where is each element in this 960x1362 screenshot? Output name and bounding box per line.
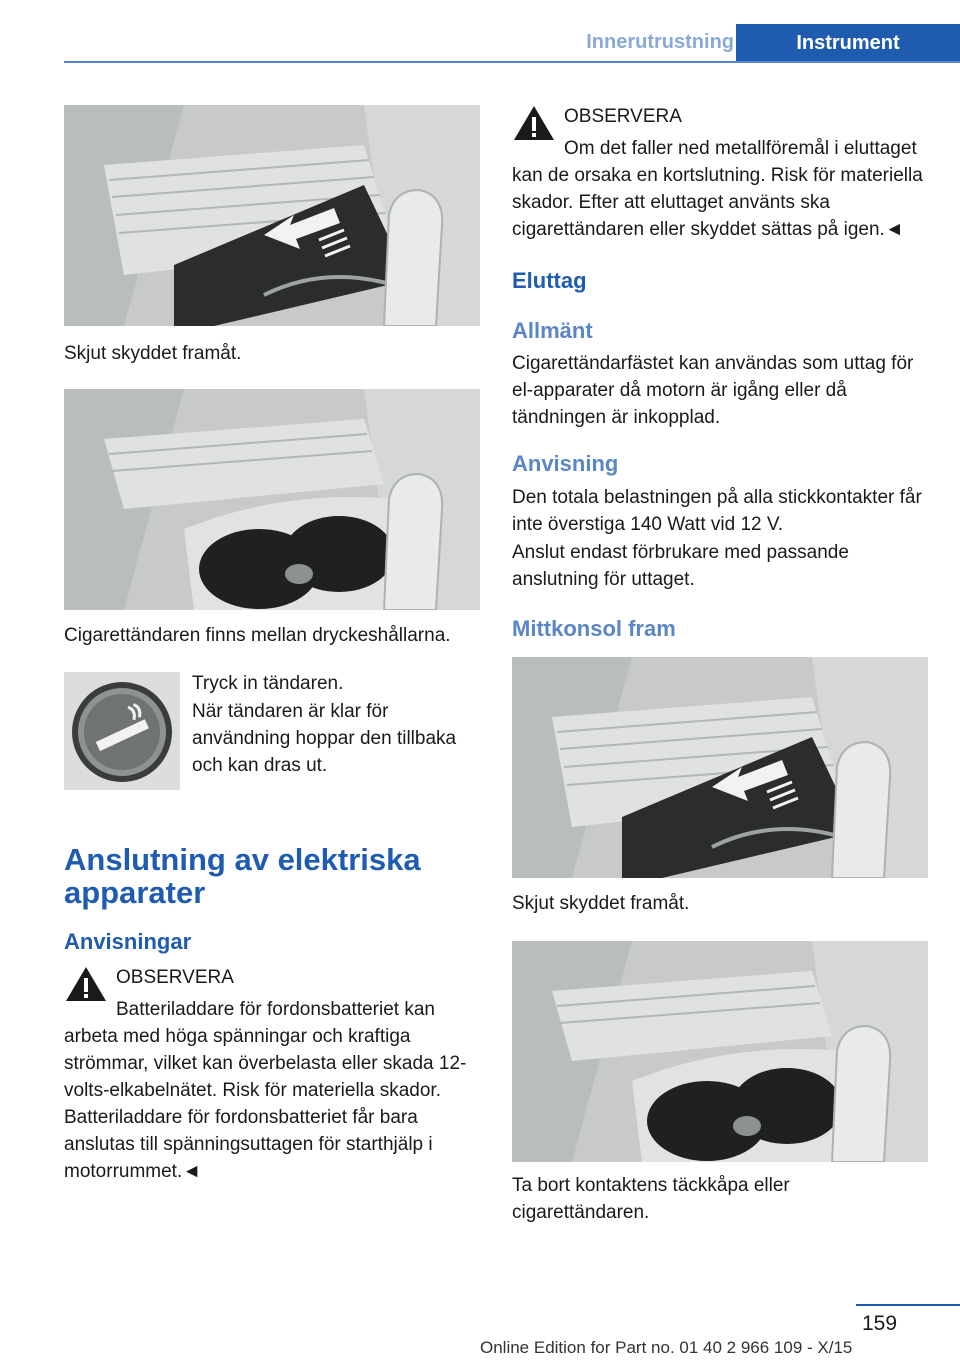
cigarette-lighter-icon [64, 672, 180, 790]
lighter-instruction-2: När tändaren är klar för användning hoppar den tillbaka och kan dras ut. [192, 701, 457, 776]
warning-block-socket [512, 103, 932, 243]
caption-remove-cover: Ta bort kontaktens täckkåpa eller cigarettändaren. [512, 1175, 790, 1223]
subheading-general: Allmänt [512, 318, 593, 343]
warning-title: OBSERVERA [116, 967, 234, 988]
footer-rule [856, 1304, 960, 1306]
header-section-title: Innerutrustning [586, 31, 734, 53]
footer-edition: Online Edition for Part no. 01 40 2 966 109 - X/15 [480, 1338, 853, 1357]
warning-text: Om det faller ned metallföremål i eluttaget kan de orsaka en kortslutning. Risk för materiella skador. Efter att eluttaget använts ska cigarettändaren eller skyddet sättas på igen.◄ [512, 138, 923, 240]
warning-title: OBSERVERA [564, 106, 682, 127]
caption-lighter-location: Cigarettändaren finns mellan dryckeshållarna. [64, 625, 451, 646]
caption-push-cover: Skjut skyddet framåt. [64, 343, 242, 364]
load-limit-text: Den totala belastningen på alla stickkontakter får inte överstiga 140 Watt vid 12 V. [512, 487, 922, 535]
general-text: Cigarettändarfästet kan användas som uttag för el-apparater då motorn är igång eller då tändningen är inkopplad. [512, 353, 914, 428]
subsection-instructions: Anvisningar [64, 929, 192, 954]
page-number: 159 [862, 1312, 898, 1335]
subheading-note: Anvisning [512, 451, 619, 476]
console-cover-photo [64, 105, 480, 326]
caption-push-cover-right: Skjut skyddet framåt. [512, 893, 690, 914]
front-console-cover-photo [512, 657, 928, 878]
lighter-instruction-1: Tryck in tändaren. [192, 673, 344, 694]
warning-text: Batteriladdare för fordonsbatteriet kan arbeta med höga spänningar och kraftiga strömmar, vilket kan överbelasta eller skada 12-volts-elkabelnätet. Risk för materiella skador. Batteriladdare för fordonsbatteriet får bara anslutas till spänningsuttagen för starthjälp i motorrummet.◄ [64, 999, 467, 1182]
section-title-electrical: Anslutning av elektriska apparater [64, 842, 421, 910]
subheading-center-console: Mittkonsol fram [512, 616, 676, 641]
front-console-cupholders-photo [512, 941, 928, 1162]
section-title-socket: Eluttag [512, 268, 587, 293]
connection-text: Anslut endast förbrukare med passande anslutning för uttaget. [512, 542, 849, 590]
warning-block-charger [64, 964, 484, 1182]
header-chapter-tab: Instrument [736, 24, 960, 62]
header-rule [64, 61, 960, 63]
cup-holders-photo [64, 389, 480, 610]
